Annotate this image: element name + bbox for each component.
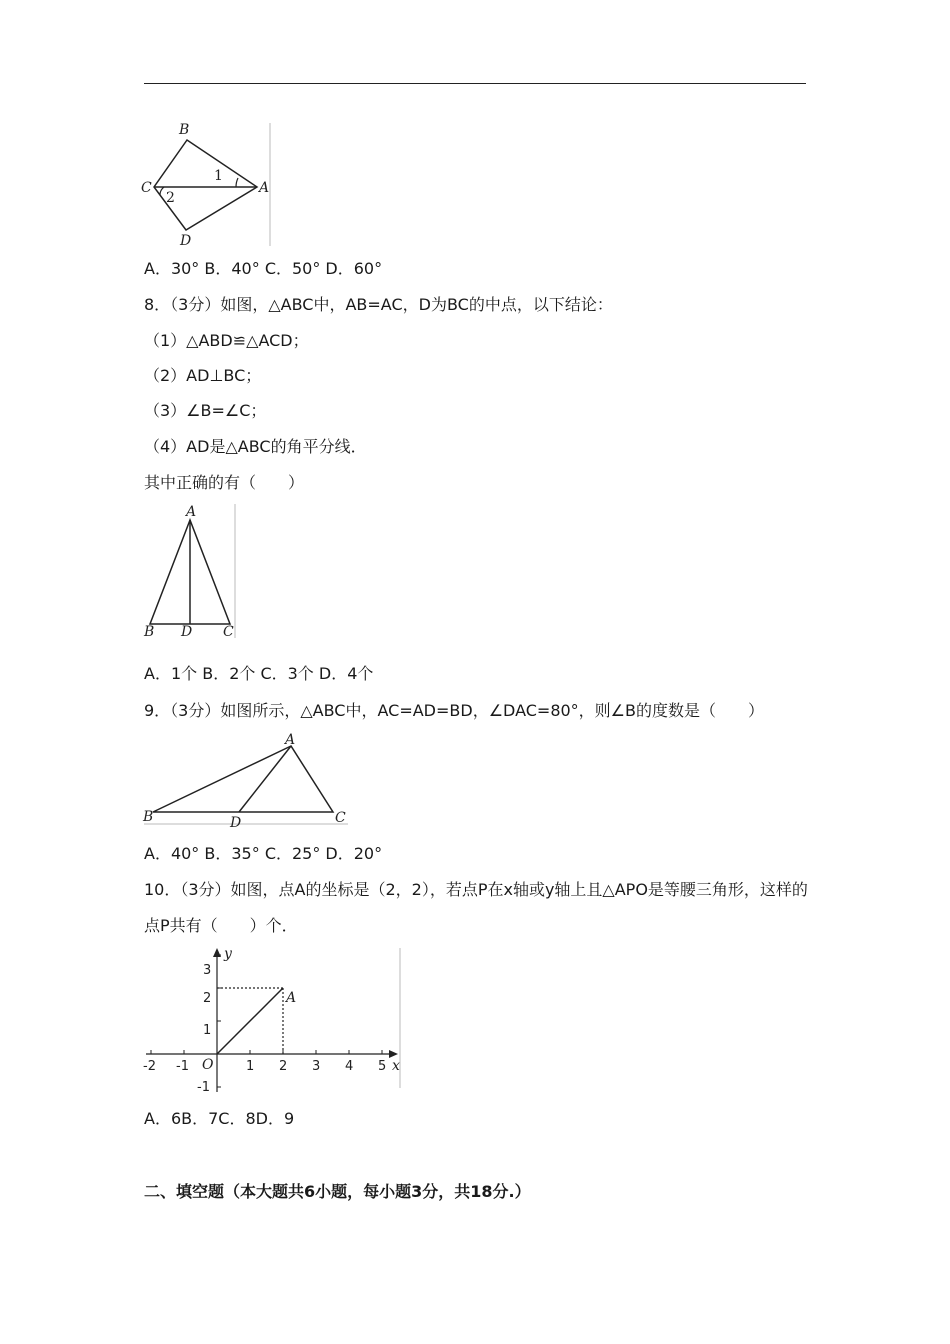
q8-question: 其中正确的有（ ） [144,473,305,492]
q8-item-2: （2）AD⊥BC； [144,366,262,385]
q10-y-axis-label: y [224,946,232,962]
q9-triangle [153,746,333,812]
q7-label-c: C [141,180,152,196]
q9-label-c: C [335,810,346,826]
q8-label-d: D [181,624,193,640]
q8-stem: 8．（3分）如图，△ABC中，AB=AC，D为BC的中点，以下结论： [144,295,613,314]
q10-x-arrow [389,1050,398,1058]
q10-x-tick-label: 3 [312,1059,321,1074]
q8-item-1: （1）△ABD≌△ACD； [144,331,309,350]
q7-angle2-label: 2 [166,190,175,206]
q9-segment-ad [239,746,291,812]
q9-label-a: A [285,732,296,748]
q10-x-tick-label: 1 [246,1059,255,1074]
q9-figure [140,730,352,830]
q7-figure [140,118,275,250]
q8-options: A．1个 B．2个 C．3个 D．4个 [144,664,374,683]
q10-segment-oa [217,988,283,1054]
q10-y-tick-label: -1 [197,1080,210,1095]
q10-x-tick-label: -1 [176,1059,189,1074]
section2-title: 二、填空题（本大题共6小题，每小题3分，共18分.） [144,1182,531,1201]
q8-label-c: C [223,624,234,640]
q10-point-a-label: A [286,990,297,1006]
q8-figure [140,502,240,642]
q8-label-b: B [144,624,155,640]
q7-angle1-arc [236,178,238,187]
q10-y-tick-label: 2 [203,991,212,1006]
q7-label-b: B [179,122,190,138]
q10-y-tick-label: 3 [203,963,212,978]
q10-x-tick-label: -2 [143,1059,156,1074]
q7-options: A．30° B．40° C．50° D．60° [144,259,383,278]
q10-x-axis-label: x [392,1058,400,1074]
q9-label-b: B [143,809,154,825]
q8-item-3: （3）∠B=∠C； [144,401,267,420]
header-rule [144,83,806,84]
q10-y-arrow [213,948,221,957]
q7-quadrilateral [154,140,257,230]
q10-y-tick-marks [217,955,221,1087]
q10-stem: 10．（3分）如图，点A的坐标是（2，2），若点P在x轴或y轴上且△APO是等腰三角形，这样的点P共有（ ）个． [144,880,808,935]
q7-label-a: A [259,180,270,196]
q9-stem: 9．（3分）如图所示，△ABC中，AC=AD=BD，∠DAC=80°，则∠B的度数是（ ） [144,701,764,720]
q7-label-d: D [180,233,192,249]
q10-origin-label: O [202,1057,214,1073]
q9-options: A．40° B．35° C．25° D．20° [144,844,383,863]
q9-label-d: D [230,815,242,831]
q10-x-tick-label: 4 [345,1059,354,1074]
q10-options: A．6B．7C．8D．9 [144,1109,295,1128]
q10-figure [140,944,405,1094]
q10-y-tick-label: 1 [203,1023,212,1038]
q7-angle2-arc [160,187,164,195]
q8-item-4: （4）AD是△ABC的角平分线． [144,437,367,456]
q10-x-tick-label: 5 [378,1059,387,1074]
q7-angle1-label: 1 [214,168,223,184]
q8-label-a: A [186,504,197,520]
q10-x-tick-label: 2 [279,1059,288,1074]
